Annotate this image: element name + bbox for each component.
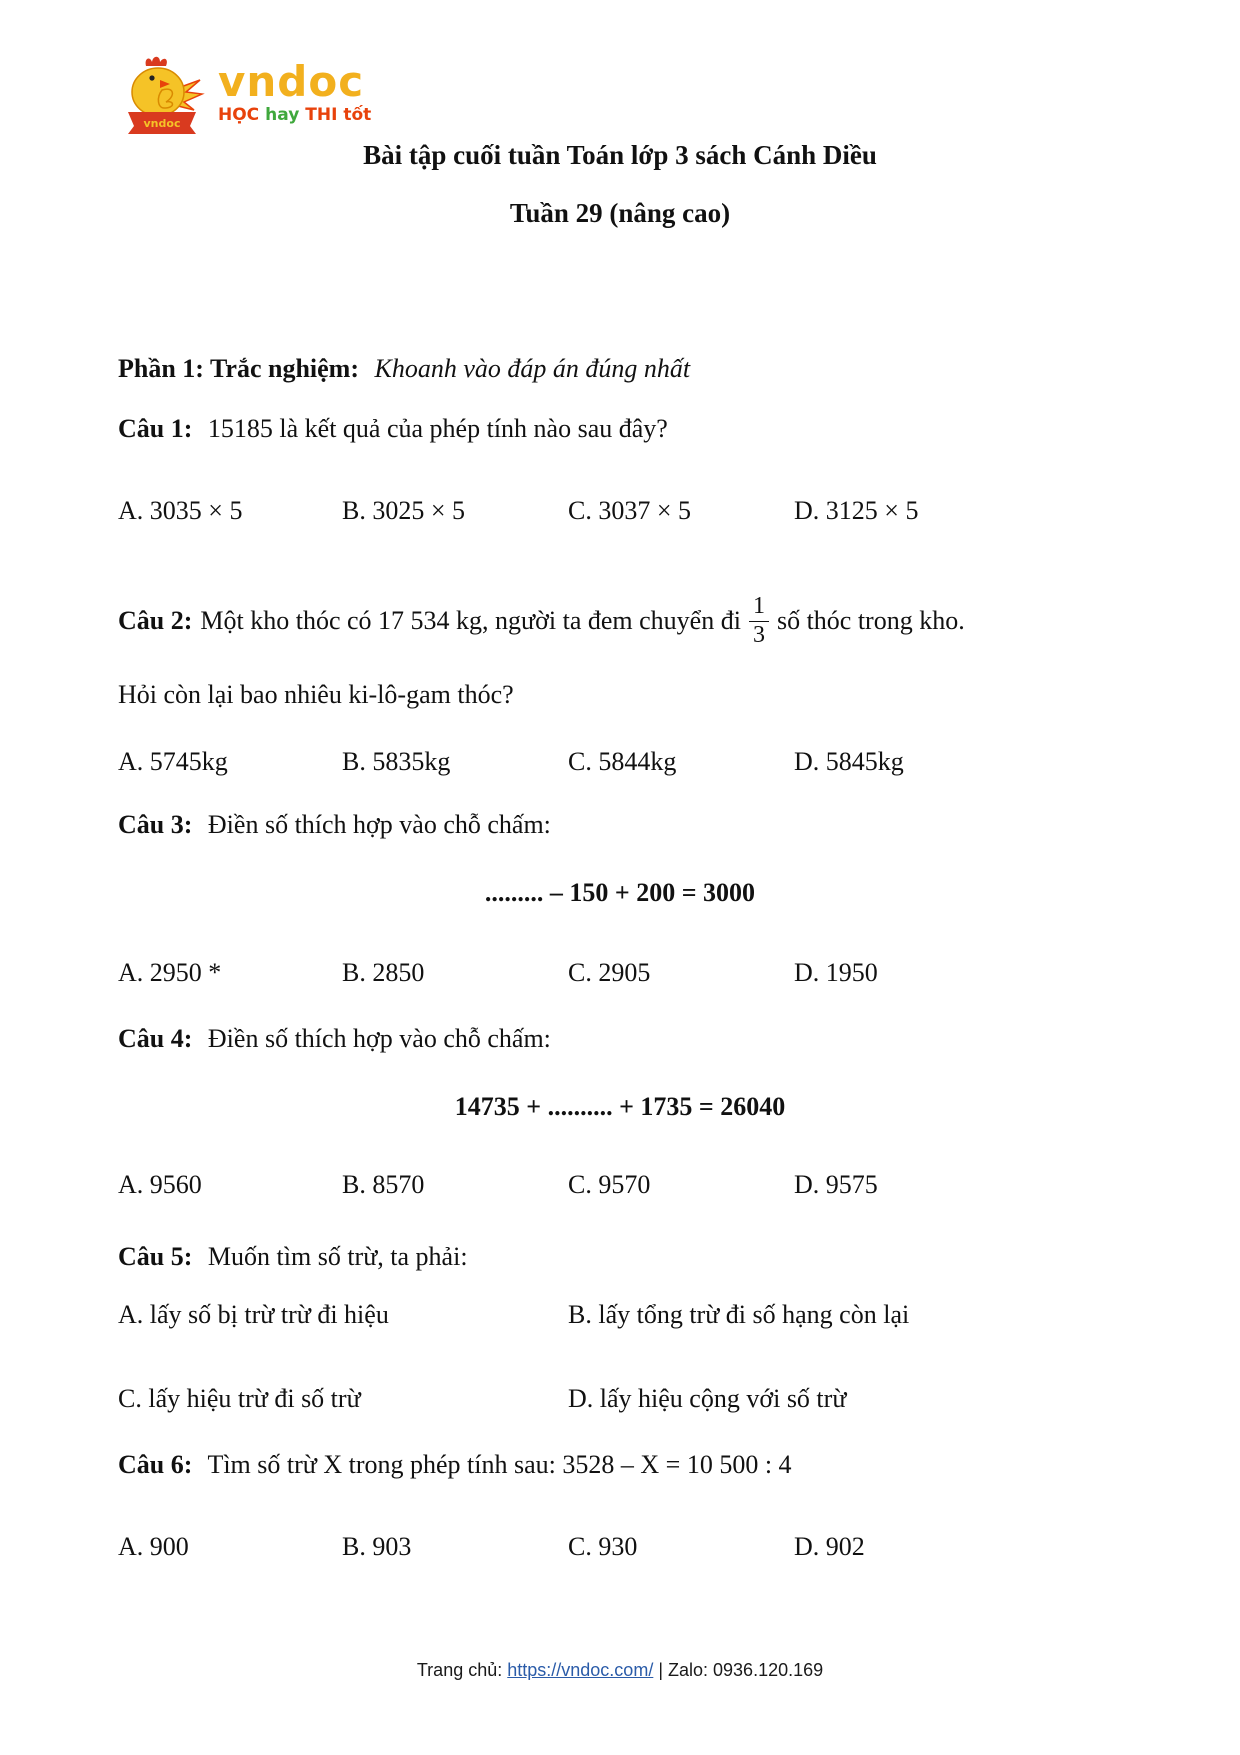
question-4-equation: 14735 + .......... + 1735 = 26040 bbox=[454, 1092, 786, 1121]
question-4-option-b: B. 8570 bbox=[342, 1170, 425, 1199]
question-6-option-c: C. 930 bbox=[568, 1532, 638, 1561]
document-title: Bài tập cuối tuần Toán lớp 3 sách Cánh Diều bbox=[363, 140, 877, 170]
question-3-option-d: D. 1950 bbox=[794, 958, 878, 987]
question-4-option-d: D. 9575 bbox=[794, 1170, 878, 1199]
question-1-label: Câu 1: bbox=[118, 414, 193, 443]
question-2-text-before: Một kho thóc có 17 534 kg, người ta đem chuyển đi bbox=[200, 606, 741, 636]
question-5-option-c: C. lấy hiệu trừ đi số trừ bbox=[118, 1384, 361, 1413]
question-1-option-a: A. 3035 × 5 bbox=[118, 496, 243, 525]
part-1-instruction: Khoanh vào đáp án đúng nhất bbox=[374, 354, 691, 383]
question-2-option-d: D. 5845kg bbox=[794, 747, 904, 776]
question-1-text: 15185 là kết quả của phép tính nào sau đây? bbox=[207, 414, 668, 443]
question-3-options bbox=[118, 956, 1122, 990]
question-5-text: Muốn tìm số trừ, ta phải: bbox=[207, 1242, 468, 1271]
fraction-one-third bbox=[749, 594, 769, 647]
question-4-options bbox=[118, 1168, 1122, 1202]
question-3-label: Câu 3: bbox=[118, 810, 193, 839]
footer-home-link[interactable]: https://vndoc.com/ bbox=[507, 1660, 654, 1680]
question-6-option-d: D. 902 bbox=[794, 1532, 865, 1561]
tagline-hay: hay bbox=[265, 104, 300, 125]
part-1-label: Phần 1: Trắc nghiệm: bbox=[118, 354, 359, 383]
question-2-line2: Hỏi còn lại bao nhiêu ki-lô-gam thóc? bbox=[118, 680, 514, 709]
question-4-option-c: C. 9570 bbox=[568, 1170, 651, 1199]
question-1-option-d: D. 3125 × 5 bbox=[794, 496, 919, 525]
question-6-option-a: A. 900 bbox=[118, 1532, 189, 1561]
question-6 bbox=[118, 1448, 1122, 1482]
fraction-denominator: 3 bbox=[752, 621, 765, 648]
question-6-label: Câu 6: bbox=[118, 1450, 193, 1479]
page-footer bbox=[0, 1660, 1240, 1681]
question-3 bbox=[118, 808, 1122, 842]
question-6-option-b: B. 903 bbox=[342, 1532, 412, 1561]
question-5-options-row1 bbox=[118, 1298, 1122, 1332]
question-3-option-c: C. 2905 bbox=[568, 958, 651, 987]
question-1-option-b: B. 3025 × 5 bbox=[342, 496, 466, 525]
question-5 bbox=[118, 1240, 1122, 1274]
tagline-thi-tot: THI tốt bbox=[305, 104, 372, 125]
footer-home-label: Trang chủ: bbox=[416, 1660, 508, 1680]
question-3-option-a: A. 2950 * bbox=[118, 958, 222, 987]
brand-wordmark: vndoc bbox=[218, 56, 365, 106]
question-6-text: Tìm số trừ X trong phép tính sau: 3528 – X = 10 500 : 4 bbox=[207, 1450, 792, 1479]
question-2-options bbox=[118, 745, 1122, 779]
brand-tagline bbox=[218, 105, 371, 125]
question-5-options-row2 bbox=[118, 1382, 1122, 1416]
question-6-options bbox=[118, 1530, 1122, 1564]
vndoc-logo bbox=[116, 50, 371, 136]
question-3-text: Điền số thích hợp vào chỗ chấm: bbox=[207, 810, 551, 839]
question-5-option-d: D. lấy hiệu cộng với số trừ bbox=[568, 1384, 847, 1413]
chicken-mascot-icon bbox=[116, 50, 208, 136]
question-4 bbox=[118, 1022, 1122, 1056]
question-5-option-a: A. lấy số bị trừ trừ đi hiệu bbox=[118, 1300, 389, 1329]
question-1-options bbox=[118, 494, 1122, 528]
part-1-heading bbox=[118, 352, 1122, 386]
question-3-option-b: B. 2850 bbox=[342, 958, 425, 987]
banner-text: vndoc bbox=[143, 117, 181, 130]
question-2 bbox=[118, 575, 1122, 667]
question-3-equation: ......... – 150 + 200 = 3000 bbox=[484, 878, 756, 907]
question-2-option-a: A. 5745kg bbox=[118, 747, 228, 776]
document-subtitle: Tuần 29 (nâng cao) bbox=[509, 198, 731, 228]
tagline-hoc: HỌC bbox=[218, 104, 260, 125]
question-5-option-b: B. lấy tổng trừ đi số hạng còn lại bbox=[568, 1300, 910, 1329]
question-4-text: Điền số thích hợp vào chỗ chấm: bbox=[207, 1024, 551, 1053]
fraction-numerator: 1 bbox=[749, 594, 769, 621]
question-5-label: Câu 5: bbox=[118, 1242, 193, 1271]
question-1 bbox=[118, 412, 1122, 446]
footer-zalo-text: | Zalo: 0936.120.169 bbox=[653, 1660, 824, 1680]
question-2-option-c: C. 5844kg bbox=[568, 747, 677, 776]
question-4-option-a: A. 9560 bbox=[118, 1170, 202, 1199]
question-2-text-after: số thóc trong kho. bbox=[776, 606, 965, 636]
question-2-label: Câu 2: bbox=[118, 606, 193, 636]
question-1-option-c: C. 3037 × 5 bbox=[568, 496, 692, 525]
question-4-label: Câu 4: bbox=[118, 1024, 193, 1053]
question-2-option-b: B. 5835kg bbox=[342, 747, 451, 776]
